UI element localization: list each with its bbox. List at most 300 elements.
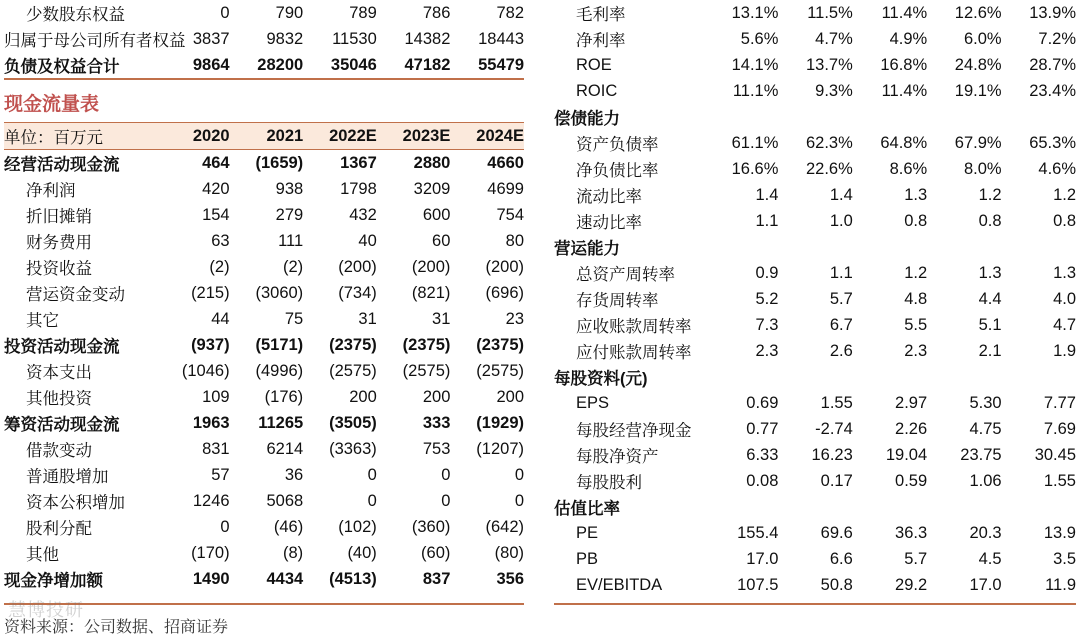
- row-value: 63: [211, 231, 230, 250]
- row-value: [1002, 494, 1076, 520]
- row-value: 8.0%: [963, 159, 1002, 178]
- table-row: [4, 540, 524, 566]
- row-value: 790: [275, 3, 304, 22]
- row-value: 11530: [332, 29, 377, 48]
- row-value: 2.97: [895, 393, 928, 412]
- table-row: [554, 156, 1076, 182]
- row-value: (80): [494, 543, 524, 562]
- table-row: [554, 52, 1076, 78]
- table-row: [554, 78, 1076, 104]
- row-value: 464: [202, 153, 230, 172]
- row-label: 估值比率: [554, 500, 620, 518]
- row-value: 40: [358, 231, 377, 250]
- table-row: [4, 280, 524, 306]
- row-value: 0.17: [820, 471, 853, 490]
- row-value: [704, 494, 778, 520]
- row-label: 投资活动现金流: [4, 338, 120, 356]
- table-row: [4, 488, 524, 514]
- row-label: 归属于母公司所有者权益: [4, 32, 186, 50]
- row-value: 36: [284, 465, 304, 484]
- table-row: [4, 202, 524, 228]
- row-value: [927, 494, 1001, 520]
- row-value: 4.8: [904, 289, 928, 308]
- row-label: 资本公积增加: [26, 494, 125, 512]
- table-row: [554, 104, 1076, 130]
- row-value: 1.55: [820, 393, 853, 412]
- row-value: 432: [349, 205, 377, 224]
- row-value: 9832: [266, 29, 304, 48]
- table-row: [554, 182, 1076, 208]
- row-value: 6.6: [829, 549, 853, 568]
- row-label: 速动比率: [576, 214, 642, 232]
- row-value: 1.1: [829, 263, 853, 282]
- row-value: 1490: [192, 569, 230, 588]
- year-header: 2021: [230, 123, 304, 150]
- row-value: 1.2: [1053, 185, 1076, 204]
- row-value: (734): [338, 283, 377, 302]
- cash-flow-header-row: [4, 123, 524, 150]
- source-note: 资料来源：公司数据、招商证券: [4, 619, 229, 636]
- row-value: 1.06: [969, 471, 1002, 490]
- year-header: 2020: [156, 123, 230, 150]
- row-label: 总资产周转率: [576, 266, 675, 284]
- row-label: 净利率: [576, 32, 626, 50]
- row-value: 13.9%: [1029, 3, 1076, 22]
- row-value: 60: [432, 231, 451, 250]
- year-header: 2023E: [377, 123, 451, 150]
- row-label: ROIC: [576, 81, 618, 100]
- watermark: 慧博投研: [8, 600, 84, 620]
- table-row: [554, 520, 1076, 546]
- row-value: 7.69: [1043, 419, 1076, 438]
- row-value: (2): [283, 257, 304, 276]
- row-value: 11.9: [1045, 575, 1076, 594]
- table-row: [554, 338, 1076, 364]
- row-value: 61.1%: [731, 133, 779, 152]
- row-value: 4660: [487, 153, 524, 172]
- row-value: 3837: [192, 29, 230, 48]
- row-value: (8): [283, 543, 304, 562]
- row-value: [704, 364, 778, 390]
- row-value: (4513): [329, 569, 377, 588]
- row-value: 23: [505, 309, 524, 328]
- row-value: (170): [191, 543, 230, 562]
- row-value: 1.3: [904, 185, 928, 204]
- row-value: [1002, 104, 1076, 130]
- table-row: [4, 384, 524, 410]
- row-label: 股利分配: [26, 520, 92, 538]
- row-value: 782: [496, 3, 524, 22]
- table-row: [554, 0, 1076, 26]
- table-row: [554, 130, 1076, 156]
- row-label: EV/EBITDA: [576, 575, 663, 594]
- row-value: (2575): [402, 361, 451, 380]
- row-value: (3060): [255, 283, 304, 302]
- table-row: [554, 442, 1076, 468]
- row-value: [853, 234, 927, 260]
- row-value: (821): [411, 283, 451, 302]
- row-value: 5068: [266, 491, 304, 510]
- row-value: (1046): [181, 361, 230, 380]
- row-value: [778, 234, 852, 260]
- row-value: 1963: [192, 413, 230, 432]
- row-value: 75: [284, 309, 304, 328]
- row-value: 0.9: [755, 263, 779, 282]
- row-value: 13.1%: [731, 3, 779, 22]
- row-value: 4699: [487, 179, 524, 198]
- row-value: [927, 364, 1001, 390]
- table-row: [4, 566, 524, 592]
- row-value: 1.3: [978, 263, 1002, 282]
- row-value: 4.4: [978, 289, 1002, 308]
- row-value: (1929): [476, 413, 524, 432]
- row-value: 64.8%: [880, 133, 928, 152]
- table-row: [554, 468, 1076, 494]
- table-row: [554, 364, 1076, 390]
- row-value: -2.74: [815, 419, 853, 438]
- row-label: 净利润: [26, 182, 76, 200]
- row-label: 流动比率: [576, 188, 642, 206]
- row-value: 2.26: [895, 419, 928, 438]
- row-value: 18443: [478, 29, 524, 48]
- row-value: 9864: [156, 52, 230, 79]
- row-label: ROE: [576, 55, 612, 74]
- row-value: 4434: [266, 569, 304, 588]
- row-value: 1.0: [829, 211, 853, 230]
- left-panel: [4, 0, 524, 592]
- row-value: 356: [496, 569, 524, 588]
- row-value: 11265: [258, 413, 304, 432]
- row-value: 31: [358, 309, 377, 328]
- row-value: 200: [349, 387, 377, 406]
- row-value: 1.1: [755, 211, 779, 230]
- row-value: 6.7: [829, 315, 853, 334]
- row-value: (2575): [476, 361, 524, 380]
- row-value: (696): [485, 283, 524, 302]
- right-panel: [554, 0, 1076, 598]
- table-row: [554, 234, 1076, 260]
- row-value: 200: [422, 387, 451, 406]
- row-value: 831: [202, 439, 230, 458]
- row-value: 4.6%: [1038, 159, 1076, 178]
- row-label: 偿债能力: [554, 110, 620, 128]
- table-row: [4, 462, 524, 488]
- row-value: 5.2: [755, 289, 779, 308]
- row-value: 13.9: [1043, 523, 1076, 542]
- table-row: [554, 26, 1076, 52]
- row-value: 2880: [413, 153, 451, 172]
- row-label: 营运能力: [554, 240, 620, 258]
- row-label: 少数股东权益: [26, 6, 125, 24]
- row-value: (40): [347, 543, 377, 562]
- row-value: 7.77: [1043, 393, 1076, 412]
- row-value: 6.33: [746, 445, 779, 464]
- row-value: 4.9%: [889, 29, 928, 48]
- table-row: [4, 0, 524, 26]
- row-value: 17.0: [746, 549, 779, 568]
- row-value: 5.7: [904, 549, 928, 568]
- row-value: 62.3%: [805, 133, 853, 152]
- row-label: PB: [576, 549, 599, 568]
- row-value: 154: [202, 205, 230, 224]
- table-row: [554, 312, 1076, 338]
- row-value: 1.2: [978, 185, 1002, 204]
- row-value: 107.5: [737, 575, 779, 594]
- row-label: 每股经营净现金: [576, 422, 692, 440]
- row-value: (1207): [476, 439, 524, 458]
- row-value: 47182: [377, 52, 451, 79]
- row-value: 1367: [340, 153, 377, 172]
- row-value: 5.5: [904, 315, 928, 334]
- row-value: [1002, 234, 1076, 260]
- table-row: [4, 254, 524, 280]
- row-label: 负债及权益合计: [4, 52, 156, 79]
- row-value: 35046: [303, 52, 377, 79]
- row-value: 5.6%: [740, 29, 779, 48]
- row-label: 应付账款周转率: [576, 344, 692, 362]
- row-label: 其他投资: [26, 390, 92, 408]
- right-bottom-rule: [554, 603, 1076, 605]
- row-value: 109: [202, 387, 230, 406]
- balance-tail-table: [4, 0, 524, 80]
- row-value: 57: [211, 465, 230, 484]
- row-value: 4.7: [1053, 315, 1076, 334]
- row-value: 5.1: [978, 315, 1002, 334]
- row-value: 3209: [413, 179, 451, 198]
- row-value: (102): [338, 517, 377, 536]
- row-value: 0.69: [746, 393, 779, 412]
- row-value: [853, 494, 927, 520]
- row-value: 5.30: [969, 393, 1002, 412]
- row-value: 1.3: [1053, 263, 1076, 282]
- row-value: 0: [514, 465, 524, 484]
- table-row: [4, 176, 524, 202]
- row-value: (642): [485, 517, 524, 536]
- table-row: [554, 260, 1076, 286]
- row-value: 333: [422, 413, 451, 432]
- row-value: [704, 104, 778, 130]
- row-value: 279: [275, 205, 304, 224]
- row-value: (3505): [329, 413, 377, 432]
- row-value: 6.0%: [963, 29, 1002, 48]
- row-value: 9.3%: [815, 81, 853, 100]
- row-value: 1.9: [1053, 341, 1076, 360]
- row-value: (2375): [402, 335, 451, 354]
- row-label: 毛利率: [576, 6, 626, 24]
- row-value: 19.04: [885, 445, 928, 464]
- row-label: 经营活动现金流: [4, 156, 120, 174]
- row-value: 55479: [450, 52, 524, 79]
- row-value: 420: [202, 179, 230, 198]
- unit-label: 单位：百万元: [4, 123, 156, 150]
- row-label: EPS: [576, 393, 610, 412]
- row-value: 0: [514, 491, 524, 510]
- row-value: 0.08: [746, 471, 779, 490]
- row-value: 14.1%: [731, 55, 779, 74]
- row-value: 69.6: [820, 523, 853, 542]
- row-value: (60): [421, 543, 451, 562]
- row-value: 11.5%: [807, 3, 853, 22]
- row-value: [853, 104, 927, 130]
- row-value: 938: [275, 179, 304, 198]
- row-value: 200: [496, 387, 524, 406]
- row-label: 每股净资产: [576, 448, 659, 466]
- row-value: (937): [191, 335, 230, 354]
- table-row: [4, 150, 524, 177]
- row-label: 资本支出: [26, 364, 92, 382]
- row-value: 11.4%: [881, 3, 928, 22]
- row-label: 应收账款周转率: [576, 318, 692, 336]
- row-value: 4.7%: [815, 29, 853, 48]
- row-label: 现金净增加额: [4, 572, 103, 590]
- row-value: [778, 104, 852, 130]
- row-value: [1002, 364, 1076, 390]
- row-value: 0.59: [895, 471, 928, 490]
- row-label: 资产负债率: [576, 136, 659, 154]
- row-label: 投资收益: [26, 260, 92, 278]
- row-value: [927, 234, 1001, 260]
- row-value: 14382: [404, 29, 451, 48]
- row-value: (1659): [255, 153, 304, 172]
- row-value: 28.7%: [1029, 55, 1076, 74]
- row-value: 0: [367, 465, 377, 484]
- table-row: [554, 390, 1076, 416]
- row-value: 17.0: [969, 575, 1002, 594]
- row-value: 0.8: [1053, 211, 1076, 230]
- row-label: 财务费用: [26, 234, 92, 252]
- row-value: (46): [273, 517, 304, 536]
- year-header: 2022E: [303, 123, 377, 150]
- row-value: 12.6%: [954, 3, 1002, 22]
- table-row: [4, 228, 524, 254]
- row-value: 0: [367, 491, 377, 510]
- row-value: 50.8: [820, 575, 853, 594]
- row-value: 2.3: [755, 341, 779, 360]
- table-row: [4, 436, 524, 462]
- row-value: 19.1%: [954, 81, 1002, 100]
- row-value: 0.8: [904, 211, 928, 230]
- cash-flow-title: 现金流量表: [4, 94, 100, 115]
- row-value: 7.3: [755, 315, 779, 334]
- row-value: 44: [211, 309, 230, 328]
- row-value: 2.6: [829, 341, 853, 360]
- row-value: 111: [278, 231, 304, 250]
- row-value: 0.8: [978, 211, 1002, 230]
- row-label: 每股股利: [576, 474, 642, 492]
- row-value: 786: [422, 3, 451, 22]
- row-label: PE: [576, 523, 599, 542]
- row-value: [778, 364, 852, 390]
- row-label: 营运资金变动: [26, 286, 125, 304]
- row-value: 0: [441, 491, 451, 510]
- row-label: 筹资活动现金流: [4, 416, 120, 434]
- ratios-table: [554, 0, 1076, 598]
- cash-flow-table: [4, 122, 524, 592]
- row-value: 1.4: [755, 185, 779, 204]
- row-value: 6214: [266, 439, 304, 458]
- row-value: 80: [505, 231, 524, 250]
- row-value: 2.3: [904, 341, 928, 360]
- row-value: (2375): [329, 335, 377, 354]
- row-value: 11.4%: [881, 81, 928, 100]
- table-row: [554, 494, 1076, 520]
- row-value: (200): [485, 257, 524, 276]
- row-label: 其它: [26, 312, 59, 330]
- row-value: (2375): [476, 335, 524, 354]
- row-value: 837: [422, 569, 451, 588]
- row-value: 1.4: [829, 185, 853, 204]
- row-value: (5171): [255, 335, 304, 354]
- row-value: 5.7: [829, 289, 853, 308]
- row-label: 其他: [26, 546, 59, 564]
- row-value: 4.0: [1053, 289, 1076, 308]
- row-value: 4.5: [978, 549, 1002, 568]
- row-value: 11.1%: [732, 81, 779, 100]
- row-value: 65.3%: [1029, 133, 1076, 152]
- row-value: 789: [349, 3, 377, 22]
- row-value: 22.6%: [805, 159, 853, 178]
- row-value: 29.2: [895, 575, 928, 594]
- row-label: 存货周转率: [576, 292, 659, 310]
- row-value: [704, 234, 778, 260]
- row-value: 600: [422, 205, 451, 224]
- row-value: (4996): [255, 361, 304, 380]
- row-value: 16.6%: [731, 159, 779, 178]
- row-value: 0: [220, 3, 230, 22]
- row-label: 净负债比率: [576, 162, 659, 180]
- year-header: 2024E: [450, 123, 524, 150]
- row-value: 28200: [230, 52, 304, 79]
- table-row: [554, 416, 1076, 442]
- row-value: (215): [191, 283, 230, 302]
- row-value: (360): [411, 517, 451, 536]
- row-value: 1.2: [904, 263, 928, 282]
- row-value: 0: [220, 517, 230, 536]
- table-row: [4, 332, 524, 358]
- row-value: (200): [411, 257, 451, 276]
- row-value: 36.3: [895, 523, 928, 542]
- table-row: [4, 306, 524, 332]
- row-value: 16.23: [811, 445, 853, 464]
- row-value: 4.75: [969, 419, 1002, 438]
- row-value: 1798: [340, 179, 377, 198]
- table-row: [4, 514, 524, 540]
- row-value: [853, 364, 927, 390]
- table-row: [554, 546, 1076, 572]
- row-value: (2): [209, 257, 230, 276]
- row-value: 8.6%: [889, 159, 928, 178]
- row-value: 16.8%: [880, 55, 928, 74]
- row-value: (2575): [329, 361, 377, 380]
- table-row: [554, 208, 1076, 234]
- row-value: [778, 494, 852, 520]
- row-value: 20.3: [969, 523, 1002, 542]
- table-row: [4, 410, 524, 436]
- row-value: 0.77: [746, 419, 779, 438]
- table-row: [4, 52, 524, 79]
- row-value: 67.9%: [954, 133, 1002, 152]
- table-row: [554, 572, 1076, 598]
- row-value: 23.75: [960, 445, 1002, 464]
- row-value: (200): [338, 257, 377, 276]
- row-value: 754: [496, 205, 524, 224]
- row-value: 3.5: [1053, 549, 1076, 568]
- row-value: 1246: [192, 491, 230, 510]
- row-value: (3363): [329, 439, 377, 458]
- row-value: 30.45: [1034, 445, 1076, 464]
- table-row: [4, 358, 524, 384]
- table-row: [4, 26, 524, 52]
